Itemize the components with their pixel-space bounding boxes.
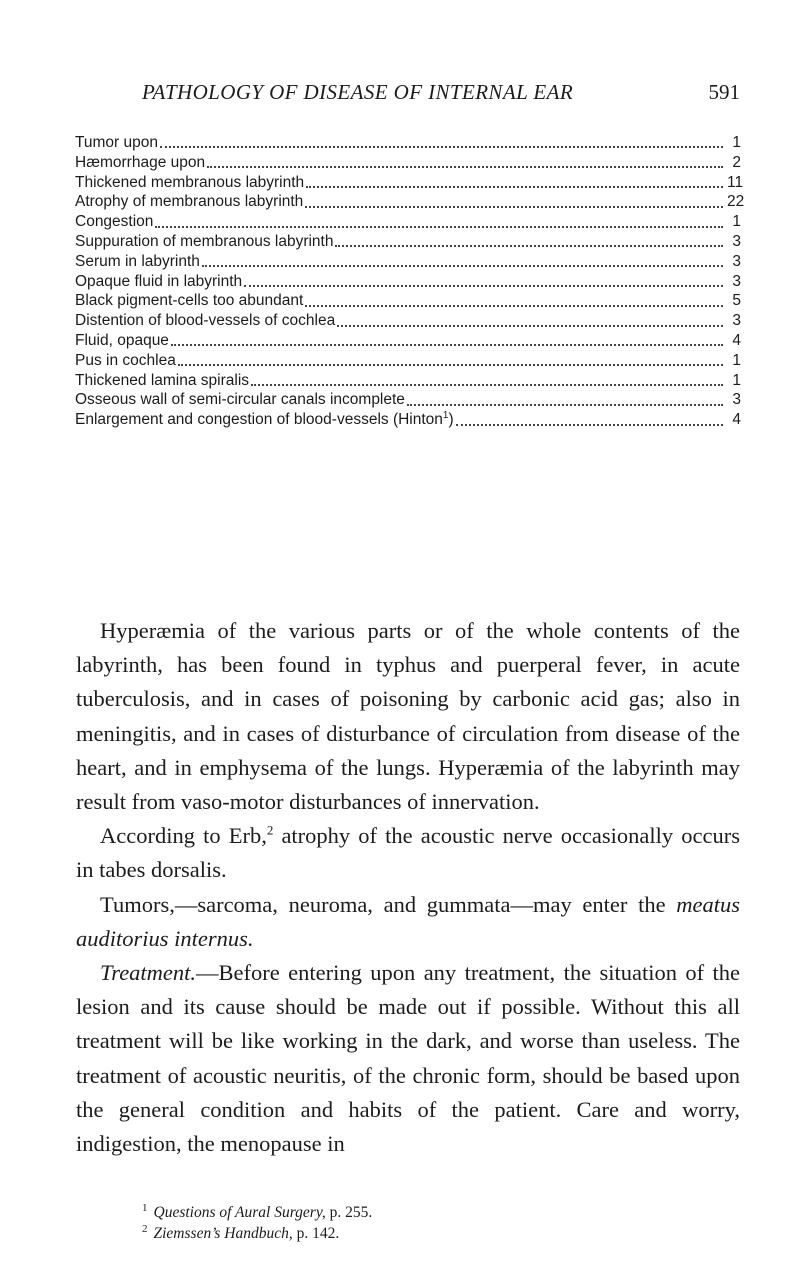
dot-leader bbox=[155, 225, 723, 228]
footnote-page: p. 142. bbox=[292, 1225, 340, 1242]
paragraph-tumors-italic: meatus auditorius internus. bbox=[76, 891, 740, 951]
running-head bbox=[142, 80, 740, 110]
paragraph-treatment bbox=[76, 956, 740, 1161]
footnote bbox=[142, 1202, 740, 1223]
list-item bbox=[75, 212, 741, 232]
body-text bbox=[76, 614, 740, 1161]
paragraph-hyperaemia: Hyperæmia of the various parts or of the whole contents of the labyrinth, has been found in typhus and puerperal fever, in acute tuberculosis, and in cases of poisoning by carbonic acid gas; also in meningitis, and in cases of disturbance of circulation from disease of the heart, and in emphysema of the lungs. Hyperæmia of the labyrinth may result from vaso-motor disturbances of innervation. bbox=[76, 618, 740, 815]
list-item-count: 4 bbox=[732, 411, 741, 429]
list-item-label: Thickened lamina spiralis bbox=[75, 371, 250, 389]
list-item-label: Enlargement and congestion of blood-vessels (Hinton$^1$) bbox=[75, 410, 454, 429]
list-item bbox=[75, 173, 744, 193]
treatment-heading: Treatment. bbox=[100, 960, 197, 986]
list-item-count: 11 bbox=[727, 173, 744, 191]
footnote-ref-2: 2 bbox=[266, 822, 274, 838]
list-item-count: 1 bbox=[732, 213, 741, 231]
list-item bbox=[75, 232, 741, 252]
footnote-source: Ziemssen’s Handbuch, bbox=[153, 1225, 293, 1242]
list-item-label: Suppuration of membranous labyrinth bbox=[75, 232, 334, 250]
list-item-count: 5 bbox=[732, 292, 741, 310]
dot-leader bbox=[244, 284, 723, 287]
footnote bbox=[142, 1223, 740, 1244]
list-item-count: 1 bbox=[732, 371, 741, 389]
lesions-list bbox=[75, 133, 745, 430]
list-item-count: 4 bbox=[732, 331, 741, 349]
paragraph-erb-text-a: According to Erb, bbox=[100, 823, 267, 849]
dot-leader bbox=[337, 324, 723, 327]
dot-leader bbox=[335, 244, 723, 247]
list-item-label: Thickened membranous labyrinth bbox=[75, 173, 305, 191]
list-item bbox=[75, 252, 741, 272]
list-item-label: Tumor upon bbox=[75, 134, 158, 151]
running-title: PATHOLOGY OF DISEASE OF INTERNAL EAR bbox=[142, 80, 574, 104]
list-item-count: 3 bbox=[732, 391, 741, 409]
list-item-label: Hæmorrhage upon bbox=[75, 153, 206, 171]
page-number: 591 bbox=[708, 80, 740, 104]
list-item-label: Opaque fluid in labyrinth bbox=[75, 272, 243, 290]
list-item-label: Congestion bbox=[75, 213, 154, 231]
list-item bbox=[75, 331, 741, 351]
list-item bbox=[75, 272, 741, 292]
dot-leader bbox=[456, 423, 723, 426]
list-item-label: Fluid, opaque bbox=[75, 331, 169, 349]
list-item-count: 1 bbox=[732, 134, 741, 151]
list-item-label: Osseous wall of semi-circular canals incomplete bbox=[75, 391, 405, 409]
footnote-mark: 1 bbox=[142, 1201, 148, 1214]
footnotes bbox=[142, 1202, 740, 1244]
paragraph-treatment-text: —Before entering upon any treatment, the situation of the lesion and its cause should be made out if possible. Without this all treatment will be like working in the dark, and worse than useless. The treatment of acoustic neuritis, of the chronic form, should be based upon the general condition and habits of the patient. Care and worry, indigestion, the menopause in bbox=[76, 960, 740, 1157]
list-item bbox=[75, 192, 745, 212]
list-item-count: 3 bbox=[732, 232, 741, 250]
dot-leader bbox=[305, 304, 723, 307]
dot-leader bbox=[305, 205, 723, 208]
list-item-count: 3 bbox=[732, 272, 741, 290]
list-item-label: Pus in cochlea bbox=[75, 351, 176, 369]
dot-leader bbox=[178, 363, 723, 366]
list-item bbox=[75, 410, 741, 430]
list-item bbox=[75, 371, 741, 391]
dot-leader bbox=[202, 264, 723, 267]
list-item-label: Serum in labyrinth bbox=[75, 252, 200, 270]
list-item-count: 3 bbox=[732, 312, 741, 330]
dot-leader bbox=[171, 343, 723, 346]
list-item-label: Atrophy of membranous labyrinth bbox=[75, 193, 304, 211]
dot-leader bbox=[160, 145, 723, 148]
footnote-source: Questions of Aural Surgery, bbox=[153, 1204, 326, 1221]
list-item bbox=[75, 390, 741, 410]
list-item bbox=[75, 133, 741, 153]
list-item-count: 1 bbox=[732, 351, 741, 369]
list-item-label: Black pigment-cells too abundant bbox=[75, 292, 304, 310]
paragraph-tumors-text: Tumors,—sarcoma, neuroma, and gummata—may enter the bbox=[100, 891, 677, 917]
dot-leader bbox=[306, 185, 723, 188]
footnote-ref-1: 1 bbox=[442, 410, 449, 421]
paragraph-tumors bbox=[76, 888, 740, 956]
footnote-mark: 2 bbox=[142, 1222, 148, 1235]
list-item bbox=[75, 311, 741, 331]
dot-leader bbox=[207, 165, 723, 168]
list-item bbox=[75, 153, 741, 173]
list-item-count: 3 bbox=[732, 252, 741, 270]
list-item-count: 2 bbox=[732, 153, 741, 171]
list-item-label: Distention of blood-vessels of cochlea bbox=[75, 312, 336, 330]
list-item-count: 22 bbox=[727, 193, 745, 211]
paragraph-erb bbox=[76, 819, 740, 887]
paragraph-erb-text-b: atrophy of the acoustic nerve occasionally occurs in tabes dorsalis. bbox=[76, 823, 740, 883]
list-item bbox=[75, 351, 741, 371]
footnote-page: p. 255. bbox=[325, 1204, 373, 1221]
list-item bbox=[75, 291, 741, 311]
dot-leader bbox=[251, 383, 723, 386]
dot-leader bbox=[407, 403, 723, 406]
